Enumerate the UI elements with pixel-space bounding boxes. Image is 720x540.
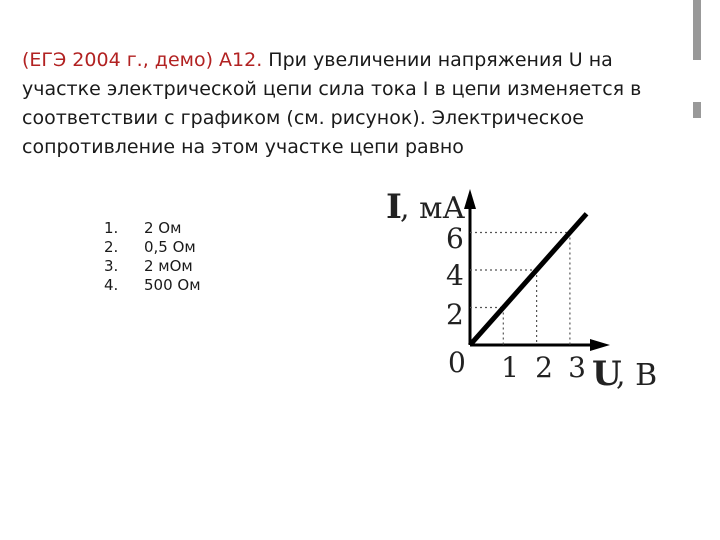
x-tick-label: 3 <box>568 351 586 384</box>
answer-number: 1. <box>104 219 119 237</box>
y-axis-unit: , мА <box>400 191 466 226</box>
answer-number: 2. <box>104 238 119 256</box>
decorative-bar-middle <box>693 102 701 118</box>
x-tick-label: 1 <box>501 351 519 384</box>
answer-option-3[interactable] <box>104 257 201 276</box>
y-axis-arrow <box>464 189 476 209</box>
answer-option-4[interactable] <box>104 276 201 295</box>
answer-text: 500 Ом <box>144 276 201 294</box>
x-axis-unit: , В <box>616 358 658 393</box>
answer-text: 2 мОм <box>144 257 193 275</box>
current-voltage-graph <box>380 185 670 400</box>
decorative-bar-top <box>693 0 701 60</box>
data-line <box>470 214 587 345</box>
answer-option-2[interactable] <box>104 238 201 257</box>
answer-option-1[interactable] <box>104 219 201 238</box>
x-axis-arrow <box>590 339 610 351</box>
answer-number: 4. <box>104 276 119 294</box>
question-body: При увеличении напряжения U на участке электрической цепи сила тока I в цепи изменяется в соответствии с графиком (см. рисунок). Электрическое сопротивление на этом участке цепи равно <box>22 49 642 158</box>
question-text <box>22 46 682 162</box>
y-tick-label: 2 <box>446 298 464 331</box>
y-axis-var: I <box>386 187 402 227</box>
x-axis-var: U <box>592 354 622 394</box>
answer-text: 0,5 Ом <box>144 238 196 256</box>
origin-label: 0 <box>448 346 466 379</box>
answer-text: 2 Ом <box>144 219 182 237</box>
answer-list <box>104 219 201 295</box>
y-tick-label: 6 <box>446 222 464 255</box>
question-source: (ЕГЭ 2004 г., демо) А12. <box>22 49 263 71</box>
y-tick-label: 4 <box>446 259 464 292</box>
answer-number: 3. <box>104 257 119 275</box>
x-tick-label: 2 <box>535 351 553 384</box>
